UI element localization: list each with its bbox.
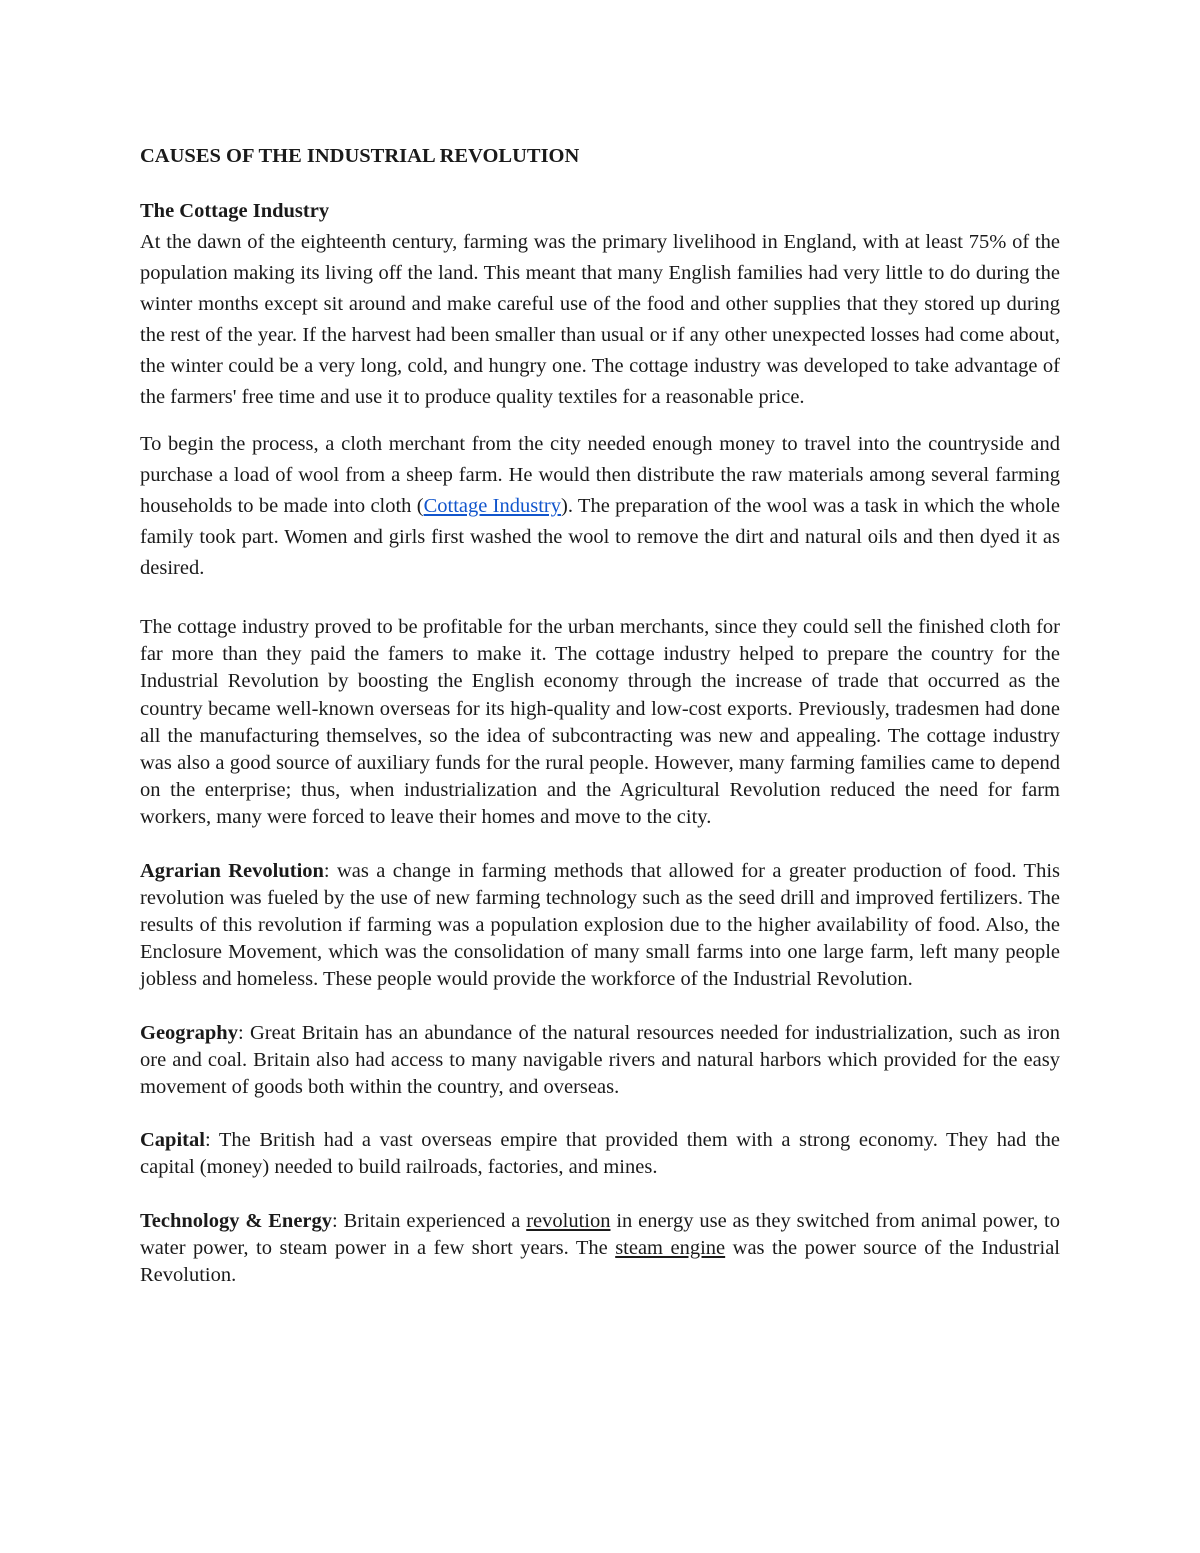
paragraph-technology-energy (140, 1208, 1060, 1290)
paragraph-text: : Britain experienced a (332, 1209, 527, 1232)
paragraph-capital (140, 1127, 1060, 1181)
paragraph-text: ). The preparation of the wool was a task in which the whole family took part. Women and girls first washed the wool to remove the dirt and natural oils and then dyed it as desired. (140, 495, 1060, 579)
cottage-industry-link[interactable]: Cottage Industry (423, 495, 562, 517)
term-geography: Geography (140, 1021, 238, 1044)
paragraph-agrarian-revolution (140, 858, 1060, 994)
paragraph-cottage-profit: The cottage industry proved to be profitable for the urban merchants, since they could sell the finished cloth for far more than they paid the famers to make it. The cottage industry helped to prepare the country for the Industrial Revolution by boosting the English economy through the increase of trade that occurred as the country became well-known overseas for its high-quality and low-cost exports. Previously, tradesmen had done all the manufacturing themselves, so the idea of subcontracting was new and appealing. The cottage industry was also a good source of auxiliary funds for the rural people. However, many farming families came to depend on the enterprise; thus, when industrialization and the Agricultural Revolution reduced the need for farm workers, many were forced to leave their homes and move to the city. (140, 616, 1060, 829)
paragraph-text: was the power source of the Industrial Revolution. (140, 1236, 1060, 1287)
document-page (140, 140, 1060, 1289)
term-technology-energy: Technology & Energy (140, 1209, 333, 1232)
section-heading-cottage-industry: The Cottage Industry (140, 200, 330, 222)
underlined-steam-engine: steam engine (615, 1236, 726, 1259)
paragraph-text: To begin the process, a cloth merchant from the city needed enough money to travel into the countryside and purchase a load of wool from a sheep farm. He would then distribute the raw materials among several farming households to be made into cloth ( (140, 433, 1060, 517)
term-agrarian-revolution: Agrarian Revolution (140, 859, 324, 882)
paragraph-text: : The British had a vast overseas empire that provided them with a strong economy. They had the capital (money) needed to build railroads, factories, and mines. (140, 1129, 1060, 1179)
underlined-revolution: revolution (526, 1209, 611, 1232)
document-title: CAUSES OF THE INDUSTRIAL REVOLUTION (140, 145, 580, 167)
term-capital: Capital (140, 1129, 205, 1152)
paragraph-text: : Great Britain has an abundance of the natural resources needed for industrialization, such as iron ore and coal. Britain also had access to many navigable rivers and natural harbors which provided for the easy movement of goods both within the country, and overseas. (140, 1021, 1060, 1099)
paragraph-cottage-intro: At the dawn of the eighteenth century, farming was the primary livelihood in England, with at least 75% of the population making its living off the land. This meant that many English families had very little to do during the winter months except sit around and make careful use of the food and other supplies that they stored up during the rest of the year. If the harvest had been smaller than usual or if any other unexpected losses had come about, the winter could be a very long, cold, and hungry one. The cottage industry was developed to take advantage of the farmers' free time and use it to produce quality textiles for a reasonable price. (140, 231, 1060, 408)
paragraph-text: : was a change in farming methods that allowed for a greater production of food. This revolution was fueled by the use of new farming technology such as the seed drill and improved fertilizers. The results of this revolution if farming was a population explosion due to the higher availability of food. Also, the Enclosure Movement, which was the consolidation of many small farms into one large farm, left many people jobless and homeless. These people would provide the workforce of the Industrial Revolution. (140, 859, 1060, 991)
paragraph-text: in energy use as they switched from animal power, to water power, to steam power in a few short years. The (140, 1209, 1060, 1259)
paragraph-geography (140, 1020, 1060, 1102)
paragraph-cottage-process (140, 429, 1060, 584)
